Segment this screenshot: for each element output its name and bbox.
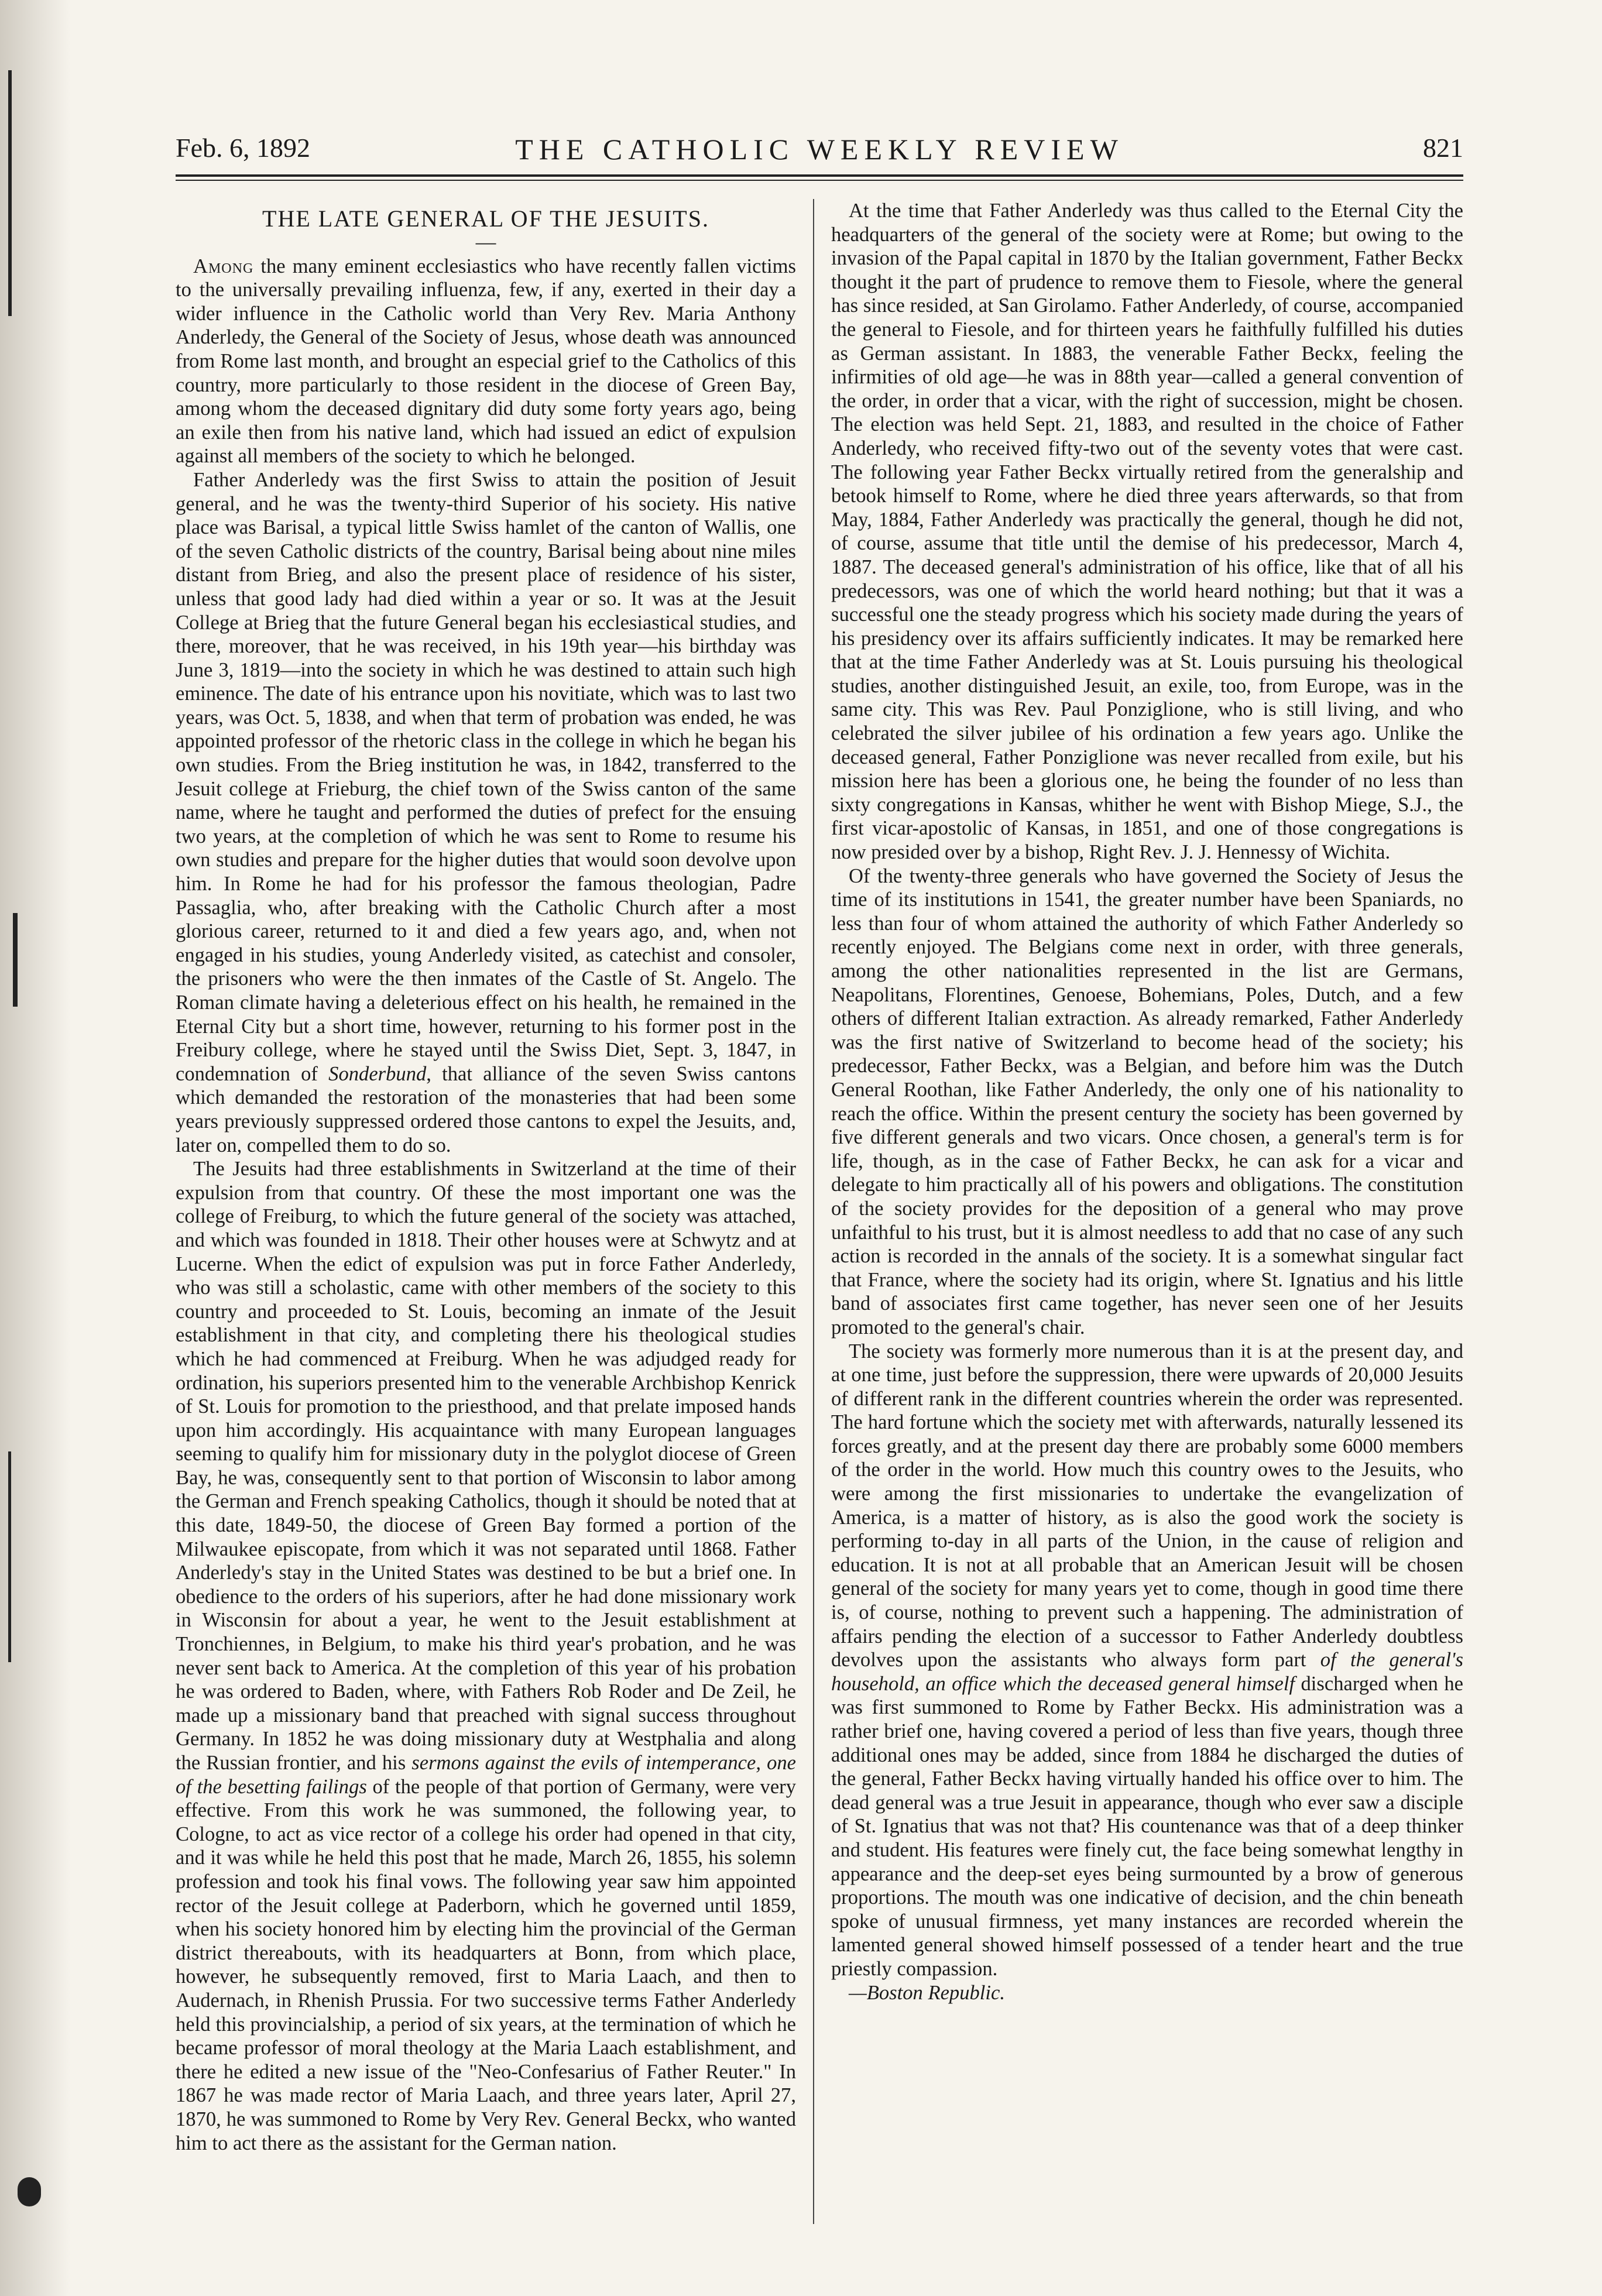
right-column: [831, 199, 1463, 2259]
paragraph-1: Among the many eminent ecclesiastics who have recently fallen victims to the universally prevailing influenza, few, if any, exerted in their day a wider influence in the Catholic world than Very Rev. Maria Anthony Anderledy, the General of the Society of Jesus, whose death was announced from Rome last month, and brought an especial grief to the Catholics of this country, more particularly to those resident in the diocese of Green Bay, among whom the deceased dignitary did duty some forty years ago, being an exile then from his native land, which had issued an edict of expulsion against all members of the society to which he belonged.: [176, 255, 796, 468]
binding-mark: [18, 2177, 41, 2206]
binding-edge: [0, 0, 70, 2296]
issue-date: Feb. 6, 1892: [176, 133, 310, 163]
page-header: [176, 123, 1463, 170]
binding-mark: [8, 70, 12, 316]
paragraph-4: At the time that Father Anderledy was thus called to the Eternal City the headquarters of the general of the society were at Rome; but owing to the invasion of the Papal capital in 1870 by the Italian government, Father Beckx thought it the part of prudence to remove them to Fiesole, where the general has since resided, at San Girolamo. Father Anderledy, of course, accompanied the general to Fiesole, and for thirteen years he faithfully fulfilled his duties as German assistant. In 1883, the venerable Father Beckx, feeling the infirmities of old age—he was in 88th year—called a general convention of the order, in order that a vicar, with the right of succession, might be chosen. The election was held Sept. 21, 1883, and resulted in the choice of Father Anderledy, who received fifty-two out of the seventy votes that were cast. The following year Father Beckx virtually retired from the generalship and betook himself to Rome, where he died three years afterwards, so that from May, 1884, Father Anderledy was practically the general, though he did not, of course, assume that title until the demise of his predecessor, March 4, 1887. The deceased general's administration of his office, like that of all his predecessors, was one of which the world heard nothing; but that it was a successful one the steady progress which his society made during the years of his presidency over its affairs sufficiently indicates. It may be remarked here that at the time Father Anderledy was at St. Louis pursuing his theological studies, another distinguished Jesuit, an exile, too, from Europe, was in the same city. This was Rev. Paul Ponziglione, who is still living, and who celebrated the silver jubilee of his ordination a few years ago. Unlike the deceased general, Father Ponziglione was never recalled from exile, but his mission here has been a glorious one, he being the founder of no less than sixty congregations in Kansas, whither he went with Bishop Miege, S.J., the first vicar-apostolic of Kansas, in 1851, and one of those congregations is now presided over by a bishop, Right Rev. J. J. Hennessy of Wichita.: [831, 200, 1463, 864]
title-dash: —: [475, 231, 496, 253]
sonderbund-italic: Sonderbund: [328, 1062, 427, 1085]
binding-mark: [8, 1451, 11, 1662]
binding-mark: [13, 913, 18, 1007]
header-rule: [176, 174, 1463, 177]
source-credit: —Boston Republic.: [849, 1981, 1005, 2004]
column-divider: [813, 199, 814, 2224]
header-rule-thin: [176, 180, 1463, 181]
publication-title: THE CATHOLIC WEEKLY REVIEW: [515, 133, 1124, 166]
paragraph-3: The Jesuits had three establishments in Switzerland at the time of their expulsion from that country. Of these the most important one was the college of Freiburg, to which the future general of the society was attached, and which was founded in 1818. Their other houses were at Schwytz and at Lucerne. When the edict of expulsion was put in force Father Anderledy, who was still a scholastic, came with other members of the society to this country and proceeded to St. Louis, becoming an inmate of the Jesuit establishment in that city, and completing there his theological studies which he had commenced at Freiburg. When he was adjudged ready for ordination, his superiors presented him to the venerable Archbishop Kenrick of St. Louis for promotion to the priesthood, and that prelate imposed hands upon him accordingly. His acquaintance with many European languages seeming to qualify him for missionary duty in the polyglot diocese of Green Bay, he was, consequently sent to that portion of Wisconsin to labor among the German and French speaking Catholics, though it should be noted that at this date, 1849-50, the diocese of Green Bay formed a portion of the Milwaukee episcopate, from which it was not separated until 1868. Father Anderledy's stay in the United States was destined to be but a brief one. In obedience to the orders of his superiors, after he had done missionary work in Wisconsin for about a year, he went to the Jesuit establishment at Tronchiennes, in Belgium, to make his third year's probation, and he was never sent back to America. At the completion of this year of his probation he was ordered to Baden, where, with Fathers Rob Roder and De Zeil, he made up a missionary band that preached with signal success throughout Germany. In 1852 he was doing missionary duty at Westphalia and along the Russian frontier, and his sermons against the evils of intemperance, one of the besetting failings of the people of that portion of Germany, were very effective. From this work he was summoned, the following year, to Cologne, to act as vice rector of a college his order had opened in that city, and it was while he held this post that he made, March 26, 1855, his solemn profession and took his final vows. The following year saw him appointed rector of the Jesuit college at Paderborn, which he governed until 1859, when his society honored him by electing him the provincial of the German district thereabouts, with its headquarters at Bonn, from which place, however, he subsequently removed, first to Maria Laach, and then to Audernach, in Rhenish Prussia. For two successive terms Father Anderledy held this provincialship, a period of six years, at the termination of which he became professor of moral theology at the Maria Laach establishment, and there he edited a new issue of the "Neo-Confesarius of Father Reuter." In 1867 he was made rector of Maria Laach, and three years later, April 27, 1870, he was summoned to Rome by Very Rev. General Beckx, who wanted him to act there as the assistant for the German nation.: [176, 1158, 796, 2154]
paragraph-6: The society was formerly more numerous than it is at the present day, and at one time, just before the suppression, there were upwards of 20,000 Jesuits of different rank in the different countries wherein the order was represented. The hard fortune which the society met with afterwards, naturally lessened its forces greatly, and at the present day there are probably some 6000 members of the order in the world. How much this country owes to the Jesuits, who were among the first missionaries to undertake the evangelization of America, is a matter of history, as is also the good work the society is performing to-day in all parts of the Union, in the cause of religion and education. It is not at all probable that an American Jesuit will be chosen general of the society for many years yet to come, though in good time there is, of course, nothing to prevent such a happening. The administration of affairs pending the election of a successor to Father Anderledy doubtless devolves upon the assistants who always form part of the general's household, an office which the deceased general himself discharged when he was first summoned to Rome by Father Beckx. His administration was a rather brief one, having covered a period of less than five years, though three additional ones may be added, since from 1884 he discharged the duties of the general, Father Beckx having virtually handed his office over to him. The dead general was a true Jesuit in appearance, though who ever saw a disciple of St. Ignatius that was not that? His countenance was that of a deep thinker and student. His features were finely cut, the face being somewhat lengthy in appearance and the deep-set eyes being surmounted by a brow of generous proportions. The mouth was one indicative of decision, and the chin beneath spoke of unusual firmness, yet many instances are recorded wherein the lamented general showed himself possessed of a tender heart and the true priestly compassion.: [831, 1340, 1463, 1980]
article-title: THE LATE GENERAL OF THE JESUITS.: [262, 205, 709, 232]
paragraph-5: Of the twenty-three generals who have governed the Society of Jesus the time of its institutions in 1541, the greater number have been Spaniards, no less than four of whom attained the authority of which Father Anderledy so recently enjoyed. The Belgians come next in order, with three generals, among the other nationalities represented in the list are Germans, Neapolitans, Florentines, Genoese, Bohemians, Poles, Dutch, and a few others of different Italian extraction. As already remarked, Father Anderledy was the first native of Switzerland to become head of the society; his predecessor, Father Beckx, was a Belgian, and before him was the Dutch General Roothan, like Father Anderledy, the only one of his nationality to reach the office. Within the present century the society has been governed by five different generals and two vicars. Once chosen, a general's term is for life, though, as in the case of Father Beckx, he can ask for a vicar and delegate to him practically all of his powers and obligations. The constitution of the society provides for the deposition of a general who may prove unfaithful to his trust, but it is almost needless to add that no case of any such action is recorded in the annals of the society. It is a somewhat singular fact that France, where the society had its origin, where St. Ignatius and his little band of associates first came together, has never seen one of her Jesuits promoted to the general's chair.: [831, 864, 1463, 1339]
left-column: [176, 199, 796, 2259]
lead-word: Among: [193, 255, 254, 277]
paragraph-2: Father Anderledy was the first Swiss to attain the position of Jesuit general, and he was the twenty-third Superior of his society. His native place was Barisal, a typical little Swiss hamlet of the canton of Wallis, one of the seven Catholic districts of the country, Barisal being about nine miles distant from Brieg, and also the present place of residence of his sister, unless that good lady had died within a year or so. It was at the Jesuit College at Brieg that the future General began his ecclesiastical studies, and there, moreover, that he was received, in his 19th year—his birthday was June 3, 1819—into the society in which he was destined to attain such high eminence. The date of his entrance upon his novitiate, which was to last two years, was Oct. 5, 1838, and when that term of probation was ended, he was appointed professor of the rhetoric class in the college in which he began his own studies. From the Brieg institution he was, in 1842, transferred to the Jesuit college at Frieburg, the chief town of the Swiss canton of the same name, where he taught and performed the duties of prefect for the ensuing two years, at the completion of which he was sent to Rome to resume his own studies and prepare for the higher duties that would soon devolve upon him. In Rome he had for his professor the famous theologian, Padre Passaglia, who, after breaking with the Catholic Church after a most glorious career, returned to it and died a few years ago, and, when not engaged in his studies, young Anderledy visited, as catechist and consoler, the prisoners who were the then inmates of the Castle of St. Angelo. The Roman climate having a deleterious effect on his health, he remained in the Eternal City but a short time, however, returning to his former post in the Freibury college, where he stayed until the Swiss Diet, Sept. 3, 1847, in condemnation of Sonderbund, that alliance of the seven Swiss cantons which demanded the restoration of the monasteries that had been some years previously suppressed ordered those cantons to expel the Jesuits, and, later on, compelled them to do so.: [176, 468, 796, 1156]
page-number: 821: [1423, 133, 1463, 163]
